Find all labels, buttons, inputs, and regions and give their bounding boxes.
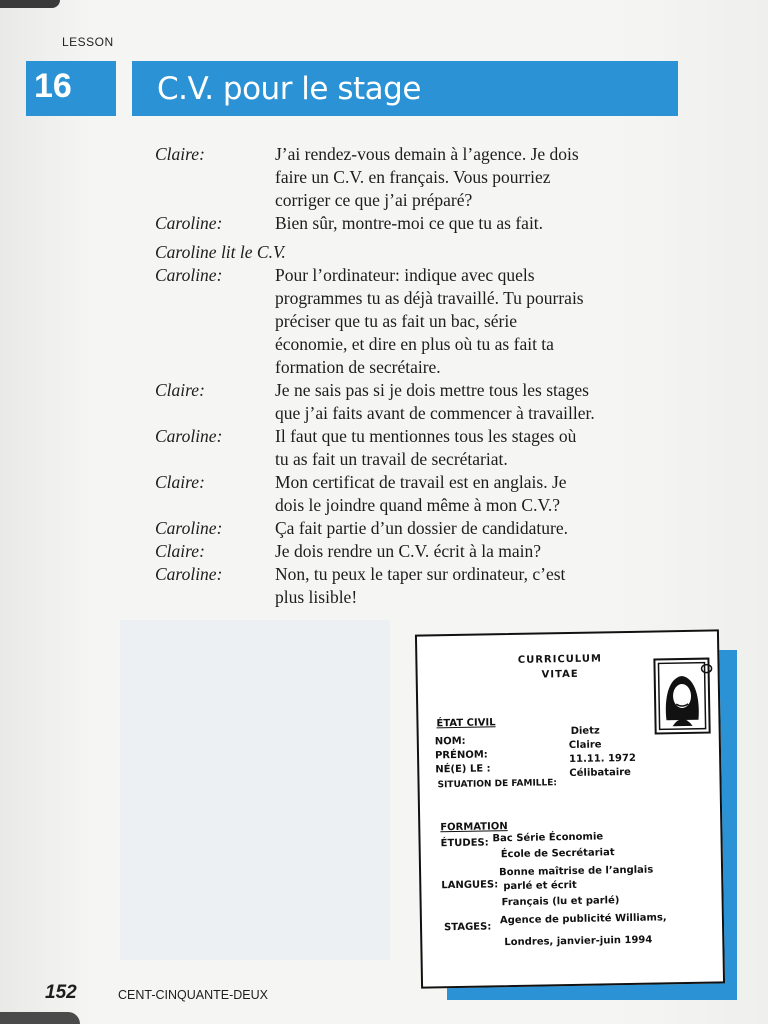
etat-civil-heading: ÉTAT CIVIL — [436, 717, 496, 730]
speech-line: Bien sûr, montre-moi ce que tu as fait. — [275, 213, 544, 233]
background-wash — [120, 620, 390, 960]
langues-label: LANGUES: — [441, 879, 499, 892]
speaker-name: Caroline: — [155, 426, 223, 446]
lesson-title-box — [132, 61, 678, 116]
langues-value3: Français (lu et parlé) — [501, 895, 620, 909]
speech-text — [275, 425, 675, 471]
nom-value: Dietz — [570, 725, 600, 737]
dialogue-turn — [155, 143, 695, 212]
stages-label: STAGES: — [443, 921, 492, 934]
speech-text — [275, 517, 675, 540]
speech-text — [275, 563, 675, 609]
stages-value2: Londres, janvier-juin 1994 — [504, 934, 653, 949]
speech-line: Pour l’ordinateur: indique avec quels — [275, 265, 535, 285]
speaker-name: Caroline: — [155, 518, 223, 538]
dialogue — [155, 143, 695, 609]
ne-label: NÉ(E) LE : — [435, 763, 491, 776]
dialogue-turn — [155, 212, 695, 235]
speaker-name: Caroline: — [155, 265, 223, 285]
dialogue-turn — [155, 425, 695, 471]
prenom-value: Claire — [568, 739, 602, 752]
prenom-label: PRÉNOM: — [434, 749, 488, 762]
page-edge-shadow — [0, 0, 60, 8]
dialogue-turn — [155, 563, 695, 609]
cv-title-line1: CURRICULUM — [517, 653, 603, 666]
dialogue-turn — [155, 264, 695, 379]
stage-direction: Caroline lit le C.V. — [155, 242, 286, 262]
page-number-words: CENT-CINQUANTE-DEUX — [118, 988, 269, 1002]
speech-line: que j’ai faits avant de commencer à travailler. — [275, 403, 595, 423]
cv-title — [507, 651, 613, 683]
lesson-number-box — [26, 61, 116, 116]
speech-line: J’ai rendez-vous demain à l’agence. Je dois — [275, 144, 579, 164]
etudes-value1: Bac Série Économie — [492, 831, 604, 845]
speech-line: programmes tu as déjà travaillé. Tu pourrais — [275, 288, 584, 308]
cv-illustration — [415, 629, 725, 988]
speech-line: plus lisible! — [275, 587, 358, 607]
lesson-label: LESSON — [62, 35, 114, 49]
dialogue-turn — [155, 379, 695, 425]
paperclip-icon — [699, 661, 713, 675]
lesson-title: C.V. pour le stage — [157, 71, 421, 107]
speech-text — [275, 143, 675, 212]
lesson-number: 16 — [34, 67, 72, 105]
langues-value2: parlé et écrit — [503, 879, 577, 893]
speech-line: économie, et dire en plus où tu as fait ta — [275, 334, 554, 354]
nom-label: NOM: — [434, 735, 466, 748]
ne-value: 11.11. 1972 — [569, 752, 636, 766]
speech-line: Ça fait partie d’un dossier de candidature. — [275, 518, 569, 538]
speaker-name: Caroline: — [155, 564, 223, 584]
speech-text — [275, 471, 675, 517]
speech-line: corriger ce que j’ai préparé? — [275, 190, 473, 210]
formation-heading: FORMATION — [440, 821, 508, 834]
speech-text — [275, 212, 675, 235]
speaker-name: Claire: — [155, 472, 205, 492]
speech-text — [275, 540, 675, 563]
page-number: 152 — [45, 982, 77, 1003]
situation-value: Célibataire — [569, 766, 632, 780]
etudes-label: ÉTUDES: — [440, 837, 489, 850]
speech-line: dois le joindre quand même à mon C.V.? — [275, 495, 560, 515]
speaker-name: Claire: — [155, 380, 205, 400]
speech-line: Je ne sais pas si je dois mettre tous les stages — [275, 380, 589, 400]
speech-line: Non, tu peux le taper sur ordinateur, c’est — [275, 564, 566, 584]
speech-line: Il faut que tu mentionnes tous les stages où — [275, 426, 577, 446]
stages-value1: Agence de publicité Williams, — [499, 912, 667, 927]
speech-line: faire un C.V. en français. Vous pourriez — [275, 167, 551, 187]
speech-text — [275, 379, 675, 425]
speaker-name: Claire: — [155, 541, 205, 561]
speech-line: Mon certificat de travail est en anglais. Je — [275, 472, 567, 492]
langues-value1: Bonne maîtrise de l’anglais — [499, 864, 654, 879]
situation-label: SITUATION DE FAMILLE: — [437, 778, 558, 791]
cv-title-line2: VITAE — [541, 668, 579, 681]
speech-line: Je dois rendre un C.V. écrit à la main? — [275, 541, 541, 561]
speech-line: préciser que tu as fait un bac, série — [275, 311, 517, 331]
speaker-name: Caroline: — [155, 213, 223, 233]
page-edge-shadow-bottom — [0, 1012, 80, 1024]
speaker-name: Claire: — [155, 144, 205, 164]
dialogue-turn — [155, 471, 695, 517]
dialogue-turn — [155, 540, 695, 563]
speech-text — [275, 264, 675, 379]
dialogue-turn — [155, 517, 695, 540]
speech-line: formation de secrétaire. — [275, 357, 441, 377]
speech-line: tu as fait un travail de secrétariat. — [275, 449, 508, 469]
etudes-value2: École de Secrétariat — [500, 847, 615, 861]
